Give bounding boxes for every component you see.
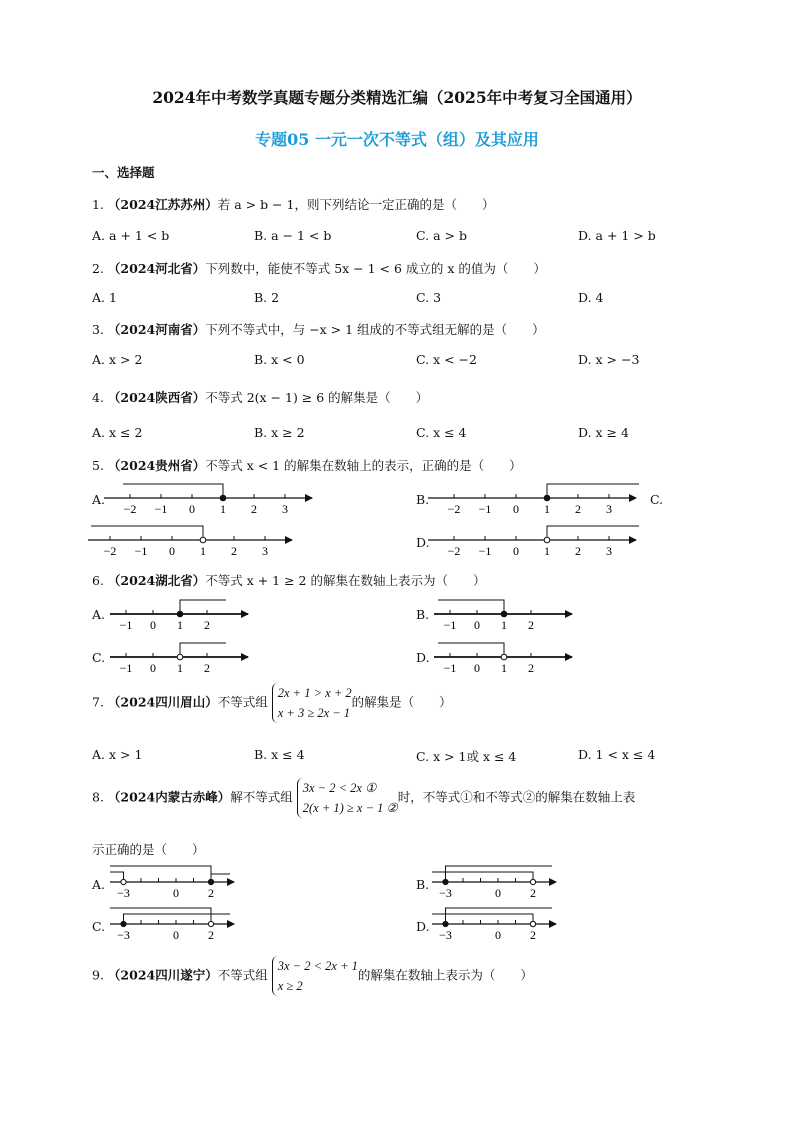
question-number: 7. bbox=[92, 694, 104, 710]
question-stem: 解不等式组 bbox=[230, 789, 293, 805]
tick-label: 0 bbox=[513, 544, 519, 558]
question-number: 8. bbox=[92, 789, 104, 805]
solution-ray bbox=[547, 526, 639, 540]
tick-label: −1 bbox=[134, 544, 148, 558]
question-stem: 不等式组 bbox=[217, 967, 268, 983]
option-c: C. x > 1或 x ≤ 4 bbox=[416, 749, 517, 764]
endpoint-dot bbox=[501, 654, 507, 660]
option-label-c: C. bbox=[92, 919, 106, 934]
option-b: B. x < 0 bbox=[254, 352, 305, 367]
option-label-b: B. bbox=[416, 492, 430, 507]
number-line-5a bbox=[100, 478, 320, 518]
tick-label: 3 bbox=[606, 502, 612, 516]
tick-label: 1 bbox=[501, 618, 507, 632]
question-source: （2024四川眉山） bbox=[107, 694, 218, 710]
endpoint-dot bbox=[544, 537, 550, 543]
tick-label: 2 bbox=[204, 618, 210, 632]
endpoint-dot bbox=[443, 879, 448, 884]
tick-label: 3 bbox=[282, 502, 288, 516]
tick-label: −1 bbox=[443, 661, 457, 675]
solution-ray bbox=[438, 643, 504, 657]
option-label-d: D. bbox=[416, 650, 430, 665]
tick-label: 0 bbox=[173, 886, 179, 900]
tick-label: 0 bbox=[150, 661, 156, 675]
axis-arrow bbox=[241, 653, 249, 661]
option-d: D. x > −3 bbox=[578, 352, 640, 367]
solution-ray bbox=[446, 866, 553, 882]
document-title: 2024年中考数学真题专题分类精选汇编（2025年中考复习全国通用） bbox=[152, 88, 642, 107]
endpoint-dot bbox=[177, 611, 183, 617]
question-source: （2024贵州省） bbox=[107, 458, 206, 473]
question-stem: 不等式 2(x − 1) ≥ 6 的解集是（ ） bbox=[205, 390, 429, 405]
number-line-5c bbox=[84, 520, 304, 560]
tick-label: −3 bbox=[117, 928, 130, 942]
question-number: 6. bbox=[92, 573, 104, 588]
topic-subtitle: 专题05 一元一次不等式（组）及其应用 bbox=[255, 130, 539, 149]
number-line-6c bbox=[106, 635, 266, 677]
option-c: C. 3 bbox=[416, 290, 442, 305]
tick-label: −2 bbox=[123, 502, 137, 516]
tick-label: 3 bbox=[606, 544, 612, 558]
number-line-6d bbox=[430, 635, 590, 677]
tick-label: 0 bbox=[474, 661, 480, 675]
axis-arrow bbox=[629, 494, 637, 502]
tick-label: 1 bbox=[177, 618, 183, 632]
tick-label: 2 bbox=[530, 928, 536, 942]
question-source: （2024湖北省） bbox=[107, 573, 206, 588]
endpoint-dot bbox=[544, 495, 550, 501]
question-number: 9. bbox=[92, 967, 104, 983]
tick-label: −3 bbox=[439, 928, 452, 942]
option-label-d: D. bbox=[416, 535, 430, 550]
section-heading: 一、选择题 bbox=[92, 165, 155, 180]
tick-label: 0 bbox=[189, 502, 195, 516]
option-b: B. 2 bbox=[254, 290, 280, 305]
number-line-8a bbox=[106, 860, 246, 902]
solution-ray bbox=[124, 914, 231, 924]
option-b: B. x ≥ 2 bbox=[254, 425, 305, 440]
question-8: 8. （2024内蒙古赤峰）解不等式组3x − 2 < 2x ① 2(x + 1) ≥ x − 1 ②时，不等式①和不等式②的解集在数轴上表 bbox=[92, 778, 635, 818]
solution-ray bbox=[446, 908, 553, 924]
option-d: D. x ≥ 4 bbox=[578, 425, 629, 440]
tick-label: 1 bbox=[501, 661, 507, 675]
option-a: A. x > 1 bbox=[92, 747, 143, 762]
question-source: （2024河北省） bbox=[107, 261, 206, 276]
tick-label: −1 bbox=[154, 502, 168, 516]
tick-label: 3 bbox=[262, 544, 268, 558]
option-b: B. a − 1 < b bbox=[254, 228, 332, 243]
endpoint-dot bbox=[208, 921, 213, 926]
option-label-a: A. bbox=[92, 607, 106, 622]
question-source: （2024四川遂宁） bbox=[107, 967, 218, 983]
tick-label: 2 bbox=[530, 886, 536, 900]
tick-label: −2 bbox=[103, 544, 117, 558]
tick-label: −2 bbox=[447, 544, 461, 558]
option-c: C. x ≤ 4 bbox=[416, 425, 467, 440]
tick-label: 2 bbox=[528, 618, 534, 632]
question-number: 5. bbox=[92, 458, 104, 473]
axis-arrow bbox=[305, 494, 313, 502]
option-label-c: C. bbox=[92, 650, 106, 665]
question-number: 4. bbox=[92, 390, 104, 405]
tick-label: −1 bbox=[478, 502, 492, 516]
tick-label: −1 bbox=[478, 544, 492, 558]
option-a: A. 1 bbox=[92, 290, 117, 305]
question-source: （2024陕西省） bbox=[107, 390, 206, 405]
question-number: 3. bbox=[92, 322, 104, 337]
inequality-system: 2x + 1 > x + 2 x + 3 ≥ 2x − 1 bbox=[272, 683, 352, 723]
option-label-b: B. bbox=[416, 877, 430, 892]
axis-arrow bbox=[565, 610, 573, 618]
axis-arrow bbox=[241, 610, 249, 618]
option-a: A. x > 2 bbox=[92, 352, 143, 367]
endpoint-dot bbox=[177, 654, 183, 660]
tick-label: 0 bbox=[495, 928, 501, 942]
endpoint-dot bbox=[220, 495, 226, 501]
solution-ray bbox=[180, 643, 226, 657]
option-label-d: D. bbox=[416, 919, 430, 934]
endpoint-dot bbox=[208, 879, 213, 884]
tick-label: −2 bbox=[447, 502, 461, 516]
tick-label: 1 bbox=[544, 502, 550, 516]
question-stem: 下列不等式中，与 −x > 1 组成的不等式组无解的是（ ） bbox=[205, 322, 545, 337]
tick-label: −3 bbox=[117, 886, 130, 900]
endpoint-dot bbox=[530, 921, 535, 926]
tick-label: 2 bbox=[575, 502, 581, 516]
tick-label: 0 bbox=[474, 618, 480, 632]
solution-ray bbox=[91, 526, 203, 540]
endpoint-dot bbox=[121, 921, 126, 926]
tick-label: 2 bbox=[575, 544, 581, 558]
question-5 bbox=[92, 456, 522, 474]
tick-label: 2 bbox=[251, 502, 257, 516]
question-8-cont: 示正确的是（ ） bbox=[92, 842, 205, 857]
tick-label: 1 bbox=[220, 502, 226, 516]
solution-ray bbox=[438, 600, 504, 614]
question-4 bbox=[92, 388, 428, 406]
question-number: 2. bbox=[92, 261, 104, 276]
tick-label: 2 bbox=[208, 886, 214, 900]
tick-label: 1 bbox=[177, 661, 183, 675]
tick-label: −1 bbox=[443, 618, 457, 632]
option-d: D. a + 1 > b bbox=[578, 228, 656, 243]
number-line-6a bbox=[106, 592, 266, 634]
tick-label: 2 bbox=[231, 544, 237, 558]
number-line-8c bbox=[106, 902, 246, 944]
question-stem: 不等式组 bbox=[217, 694, 268, 710]
tick-label: 1 bbox=[200, 544, 206, 558]
question-1 bbox=[92, 195, 494, 213]
question-7: 7. （2024四川眉山）不等式组2x + 1 > x + 2 x + 3 ≥ 2x − 1的解集是（ ） bbox=[92, 683, 452, 723]
endpoint-dot bbox=[530, 879, 535, 884]
endpoint-dot bbox=[443, 921, 448, 926]
axis-arrow bbox=[285, 536, 293, 544]
option-label-a: A. bbox=[92, 492, 106, 507]
solution-ray bbox=[123, 484, 223, 498]
option-label-a: A. bbox=[92, 877, 106, 892]
tick-label: −3 bbox=[439, 886, 452, 900]
option-label-b: B. bbox=[416, 607, 430, 622]
tick-label: −1 bbox=[119, 618, 133, 632]
question-9: 9. （2024四川遂宁）不等式组3x − 2 < 2x + 1 x ≥ 2的解集在数轴上表示为（ ） bbox=[92, 956, 533, 996]
question-2 bbox=[92, 259, 546, 277]
number-line-8b bbox=[428, 860, 568, 902]
tick-label: 1 bbox=[544, 544, 550, 558]
endpoint-dot bbox=[200, 537, 206, 543]
endpoint-dot bbox=[121, 879, 126, 884]
question-3 bbox=[92, 320, 545, 338]
tick-label: 0 bbox=[150, 618, 156, 632]
solution-ray bbox=[180, 600, 226, 614]
number-line-5d bbox=[424, 520, 644, 560]
tick-label: 2 bbox=[208, 928, 214, 942]
tick-label: 0 bbox=[495, 886, 501, 900]
question-source: （2024河南省） bbox=[107, 322, 206, 337]
option-a: A. x ≤ 2 bbox=[92, 425, 143, 440]
endpoint-dot bbox=[501, 611, 507, 617]
option-label-c: C. bbox=[650, 492, 664, 507]
question-source: （2024江苏苏州） bbox=[107, 197, 218, 212]
option-c: C. a > b bbox=[416, 228, 467, 243]
question-source: （2024内蒙古赤峰） bbox=[107, 789, 231, 805]
question-stem: 下列数中，能使不等式 5x − 1 < 6 成立的 x 的值为（ ） bbox=[205, 261, 546, 276]
option-b: B. x ≤ 4 bbox=[254, 747, 305, 762]
tick-label: 0 bbox=[513, 502, 519, 516]
question-6 bbox=[92, 571, 485, 589]
question-stem: 若 a > b − 1，则下列结论一定正确的是（ ） bbox=[217, 197, 495, 212]
axis-arrow bbox=[549, 878, 557, 886]
tick-label: 0 bbox=[173, 928, 179, 942]
option-d: D. 1 < x ≤ 4 bbox=[578, 747, 656, 762]
tick-label: 0 bbox=[169, 544, 175, 558]
tick-label: −1 bbox=[119, 661, 133, 675]
question-number: 1. bbox=[92, 197, 104, 212]
option-c: C. x < −2 bbox=[416, 352, 477, 367]
option-d: D. 4 bbox=[578, 290, 604, 305]
question-stem: 不等式 x + 1 ≥ 2 的解集在数轴上表示为（ ） bbox=[205, 573, 486, 588]
solution-ray bbox=[547, 484, 639, 498]
inequality-system: 3x − 2 < 2x ① 2(x + 1) ≥ x − 1 ② bbox=[297, 778, 398, 818]
tick-label: 2 bbox=[528, 661, 534, 675]
question-stem: 不等式 x < 1 的解集在数轴上的表示，正确的是（ ） bbox=[205, 458, 522, 473]
number-line-5b bbox=[424, 478, 644, 518]
axis-arrow bbox=[565, 653, 573, 661]
inequality-system: 3x − 2 < 2x + 1 x ≥ 2 bbox=[272, 956, 358, 996]
axis-arrow bbox=[227, 920, 235, 928]
number-line-8d bbox=[428, 902, 568, 944]
number-line-6b bbox=[430, 592, 590, 634]
tick-label: 2 bbox=[204, 661, 210, 675]
option-a: A. a + 1 < b bbox=[92, 228, 170, 243]
axis-arrow bbox=[629, 536, 637, 544]
axis-arrow bbox=[227, 878, 235, 886]
